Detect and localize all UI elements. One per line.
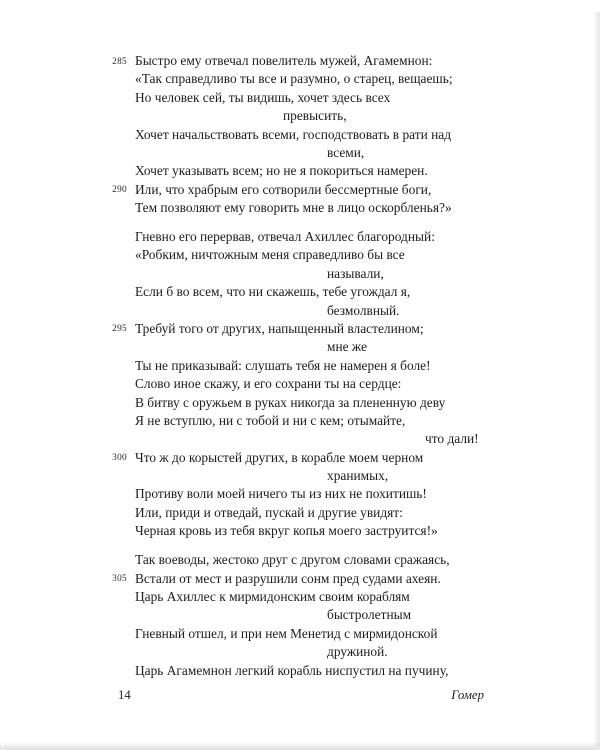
verse-line [135,551,580,569]
page-edge-shadow-right [593,12,600,746]
page-footer [118,688,484,703]
stanza-gap [135,218,580,229]
verse-text: Встали от мест и разрушили сонм пред судами ахеян. [135,570,441,586]
verse-line [135,522,580,540]
verse-text: быстролетным [327,607,412,623]
verse-line [135,70,580,88]
verse-text: Слово иное скажу, и его сохрани ты на сердце: [135,376,402,392]
verse-text: безмолвный. [327,302,400,318]
verse-line [135,430,580,448]
verse-line [135,199,580,217]
verse-line [135,265,580,283]
line-number: 300 [112,453,127,464]
verse-line [135,606,580,624]
verse-line [135,394,580,412]
verse-line [135,504,580,522]
verse-text: В битву с оружьем в руках никогда за плененную деву [135,394,446,410]
verse-line [135,89,580,107]
verse-line [112,320,580,338]
verse-line [135,375,580,393]
line-number: 295 [112,324,127,335]
verse-line [135,126,580,144]
verse-text: Быстро ему отвечал повелитель мужей, Агамемнон: [135,53,433,68]
line-number: 305 [112,574,127,585]
verse-line [135,283,580,301]
verse-text: Царь Агамемнон легкий корабль ниспустил на пучину, [135,662,449,678]
line-number: 290 [112,185,127,196]
verse-line [135,246,580,264]
verse-text: Так воеводы, жестоко друг с другом словами сражаясь, [135,552,450,568]
line-number: 285 [112,56,127,67]
verse-text: Черная кровь из тебя вкруг копья моего заструится!» [135,523,438,539]
verse-line [135,357,580,375]
verse-text: мне же [327,339,367,355]
verse-line [112,52,580,70]
verse-text: превысить, [283,108,347,124]
page-edge-shadow-bottom [3,742,600,750]
verse-text: Что ж до корыстей других, в корабле моем черном [135,449,424,465]
verse-text: Или, что храбрым его сотворили бессмертные боги, [135,181,432,197]
verse-text: Но человек сей, ты видишь, хочет здесь всех [135,89,391,105]
verse-block [112,52,580,680]
verse-line [135,467,580,485]
verse-text: Противу воли моей ничего ты из них не похитишь! [135,486,427,502]
verse-text: Гневный отшел, и при нем Менетид с мирмидонской [135,625,438,641]
stanza-gap [135,541,580,552]
verse-line [135,338,580,356]
verse-line [135,643,580,661]
verse-text: Ты не приказывай: слушать тебя не намерен я боле! [135,357,431,373]
verse-text: Хочет указывать всем; но не я покориться намерен. [135,163,428,179]
verse-line [135,485,580,503]
verse-text: Или, приди и отведай, пускай и другие увидят: [135,504,403,520]
verse-text: называли, [327,265,384,281]
verse-text: Гневно его перервав, отвечал Ахиллес благородный: [135,229,435,245]
verse-line [135,412,580,430]
verse-line [135,162,580,180]
page-number: 14 [118,688,131,702]
verse-line [112,570,580,588]
verse-text: Если б во всем, что ни скажешь, тебе угождал я, [135,284,411,300]
verse-line [135,144,580,162]
verse-text: «Робким, ничтожным меня справедливо бы все [135,247,405,263]
verse-text: Хочет начальствовать всеми, господствовать в рати над [135,126,452,142]
verse-line [135,625,580,643]
verse-text: Царь Ахиллес к мирмидонским своим кораблям [135,588,410,604]
verse-text: всеми, [327,144,365,160]
verse-text: Требуй того от других, напыщенный властелином; [135,320,424,336]
verse-line [135,588,580,606]
verse-line [135,662,580,680]
verse-text: «Так справедливо ты все и разумно, о старец, вещаешь; [135,71,453,87]
verse-line [135,228,580,246]
verse-text: дружиной. [327,644,388,660]
verse-text: Тем позволяют ему говорить мне в лицо оскорбленья?» [135,200,452,216]
verse-line [112,449,580,467]
verse-line [112,181,580,199]
verse-text: что дали! [425,431,479,447]
verse-text: Я не вступлю, ни с тобой и ни с кем; отымайте, [135,412,406,428]
verse-text: хранимых, [327,468,389,484]
running-title: Гомер [451,688,484,702]
verse-line [135,107,580,125]
verse-line [135,302,580,320]
